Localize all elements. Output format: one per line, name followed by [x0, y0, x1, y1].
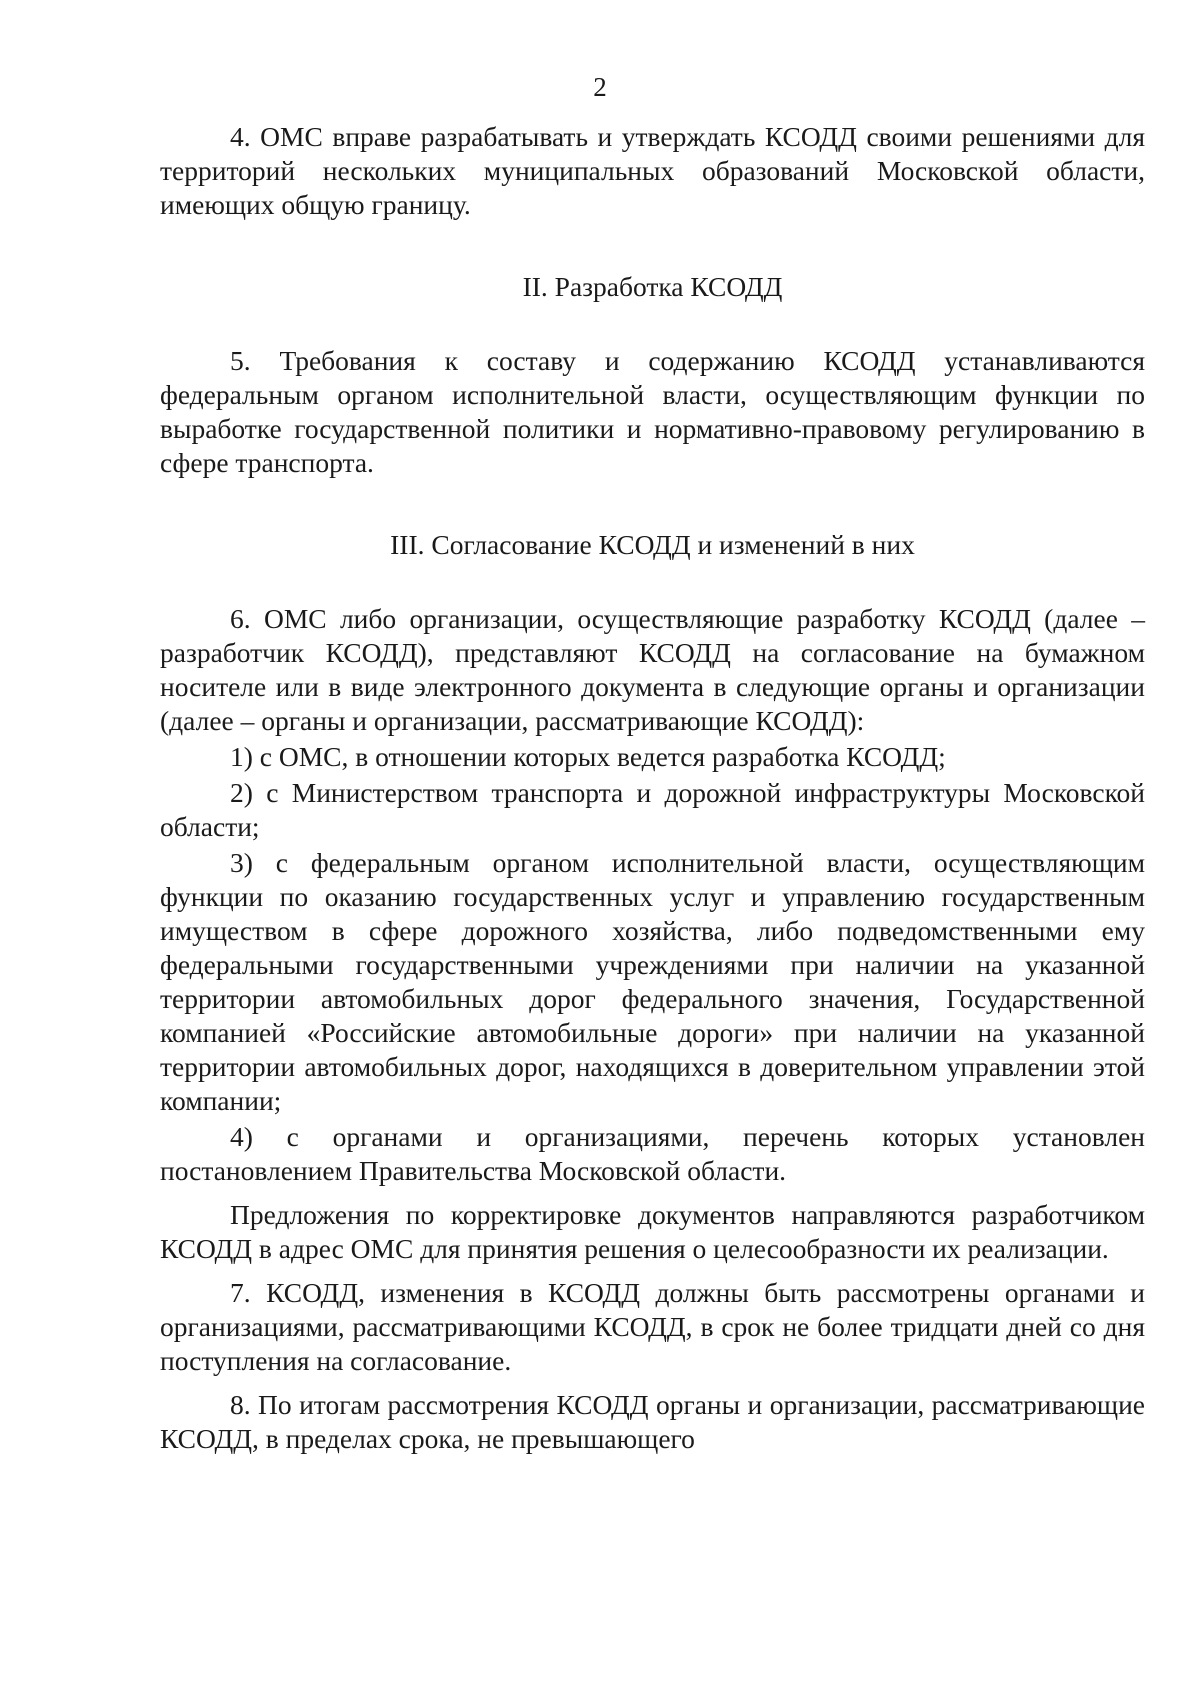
list-item-1: 1) с ОМС, в отношении которых ведется разработка КСОДД;	[230, 741, 946, 772]
paragraph-proposals: Предложения по корректировке документов направляются разработчиком КСОДД в адрес ОМС для принятия решения о целесообразности их реализации.	[160, 1199, 1145, 1264]
paragraph-6: 6. ОМС либо организации, осуществляющие разработку КСОДД (далее – разработчик КСОДД), представляют КСОДД на согласование на бумажном носителе или в виде электронного документа в следующие органы и организации (далее – органы и организации, рассматривающие КСОДД):	[160, 603, 1145, 736]
section-heading-3: III. Согласование КСОДД и изменений в них	[390, 529, 915, 560]
paragraph-4: 4. ОМС вправе разрабатывать и утверждать КСОДД своими решениями для территорий нескольких муниципальных образований Московской области, имеющих общую границу.	[160, 121, 1145, 220]
paragraph-5: 5. Требования к составу и содержанию КСОДД устанавливаются федеральным органом исполнительной власти, осуществляющим функции по выработке государственной политики и нормативно-правовому регулированию в сфере транспорта.	[160, 345, 1145, 478]
list-item-4: 4) с органами и организациями, перечень которых установлен постановлением Правительства Московской области.	[160, 1121, 1145, 1186]
section-heading-2: II. Разработка КСОДД	[522, 271, 783, 302]
list-item-2: 2) с Министерством транспорта и дорожной инфраструктуры Московской области;	[160, 777, 1145, 842]
paragraph-7: 7. КСОДД, изменения в КСОДД должны быть рассмотрены органами и организациями, рассматривающими КСОДД, в срок не более тридцати дней со дня поступления на согласование.	[160, 1277, 1145, 1376]
list-item-3: 3) с федеральным органом исполнительной власти, осуществляющим функции по оказанию государственных услуг и управлению государственным имуществом в сфере дорожного хозяйства, либо подведомственными ему федеральными государственными учреждениями при наличии на указанной территории автомобильных дорог федерального значения, Государственной компанией «Российские автомобильные дороги» при наличии на указанной территории автомобильных дорог, находящихся в доверительном управлении этой компании;	[160, 847, 1145, 1116]
document-body	[160, 120, 1145, 1458]
paragraph-8: 8. По итогам рассмотрения КСОДД органы и организации, рассматривающие КСОДД, в пределах срока, не превышающего	[160, 1389, 1145, 1454]
page-number: 2	[593, 72, 607, 102]
